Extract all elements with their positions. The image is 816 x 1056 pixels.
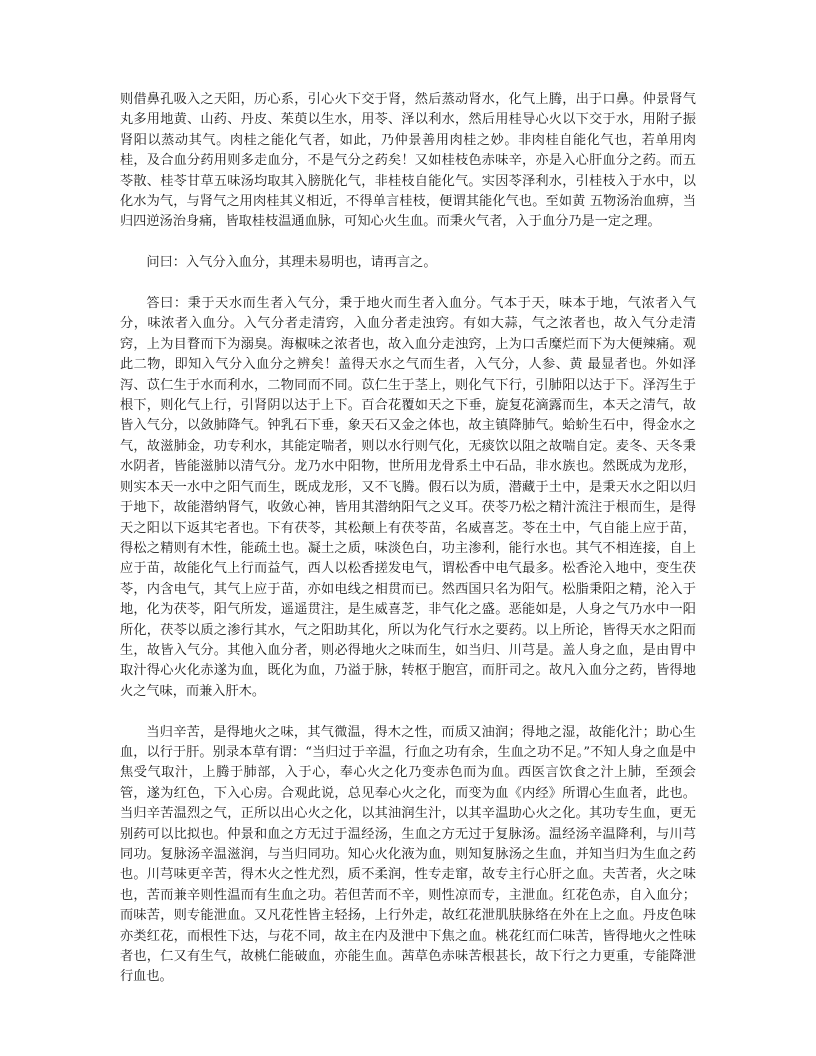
paragraph-spacer (120, 233, 696, 253)
paragraph-spacer (120, 274, 696, 294)
paragraph-answer: 答曰：秉于天水而生者入气分，秉于地火而生者入血分。气本于天，味本于地，气浓者入气分，味浓者入血分。入气分者走清窍，入血分者走浊窍。有如大蒜，气之浓者也，故入气分走清窍，上为目瞀而下为溺臭。海椒味之浓者也，故入血分走浊窍，上为口舌糜烂而下为大便辣痛。观此二物，即知入气分入血分之辨矣！盖得天水之气而生者，入气分，人参、黄 最显者也。外如泽泻、苡仁生于水而利水，二物同而不同。苡仁生于茎上，则化气下行，引肺阳以达于下。泽泻生于根下，则化气上行，引肾阴以达于上下。百合花覆如天之下垂，旋复花滴露而生，本天之清气，故皆入气分，以敛肺降气。钟乳石下垂，象天石又金之体也，故主镇降肺气。蛤蚧生石中，得金水之气，故滋肺金，功专利水，其能定喘者，则以水行则气化，无痰饮以阻之故喘自定。麦冬、天冬秉水阴者，皆能滋肺以清气分。龙乃水中阳物，世所用龙骨系土中石品，非水族也。然既成为龙形，则实本天一水中之阳气而生，既成龙形，又不飞腾。假石以为质，潜藏于土中，是秉天水之阳以归于地下，故能潜纳肾气，收敛心神，皆用其潜纳阳气之义耳。茯苓乃松之精汁流注于根而生，是得天之阳以下返其宅者也。下有茯苓，其松颠上有茯苓苗，名威喜芝。苓在土中，气自能上应于苗，得松之精则有木性，能疏土也。凝土之质，味淡色白，功主渗利，能行水也。其气不相连接，自上应于苗，故能化气上行而益气，西人以松香搓发电气，谓松香中电气最多。松香沦入地中，变生茯苓，内含电气，其气上应于苗，亦如电线之相贯而已。然西国只名为阳气。松脂秉阳之精，沦入于地，化为茯苓，阳气所发，遥遥贯注，是生威喜芝，非气化之盛。恶能如是，人身之气乃水中一阳所化，茯苓以质之渗行其水，气之阳助其化，所以为化气行水之要药。以上所论，皆得天水之阳而生，故皆入气分。其他入血分者，则必得地火之味而生，如当归、川芎是。盖人身之血，是由胃中取汁得心火化赤遂为血，既化为血，乃溢于脉，转枢于胞宫，而肝司之。故凡入血分之药，皆得地火之气味，而兼入肝木。 (120, 296, 696, 699)
document-page (120, 90, 696, 988)
paragraph-question: 问曰：入气分入血分，其理未易明也，请再言之。 (146, 255, 437, 271)
paragraph-spacer (120, 702, 696, 722)
paragraph-1: 则借鼻孔吸入之天阳，历心系，引心火下交于肾，然后蒸动肾水，化气上腾，出于口鼻。仲景肾气丸多用地黄、山药、丹皮、茱萸以生水，用苓、泽以利水，然后用桂导心火以下交于水，用附子振肾阳以蒸动其气。肉桂之能化气者，如此，乃仲景善用肉桂之妙。非肉桂自能化气也，若单用肉桂，及合血分药用则多走血分，不是气分之药矣！又如桂枝色赤味辛，亦是入心肝血分之药。而五苓散、桂苓甘草五味汤均取其入膀胱化气，非桂枝自能化气。实因苓泽利水，引桂枝入于水中，以化水为气，与肾气之用肉桂其义相近，不得单言桂枝，便谓其能化气也。至如黄 五物汤治血痹，当归四逆汤治身痛，皆取桂枝温通血脉，可知心火生血。而秉火气者，入于血分乃是一定之理。 (120, 92, 696, 230)
paragraph-danggui: 当归辛苦，是得地火之味，其气微温，得木之性，而质又油润；得地之湿，故能化汁；助心生血，以行于肝。别录本草有谓：“当归过于辛温，行血之功有余，生血之功不足。”不知人身之血是中焦受气取汁，上腾于肺部，入于心，奉心火之化乃变赤色而为血。西医言饮食之汁上肺，至颈会管，遂为红色，下入心房。合观此说，总见奉心火之化，而变为血《内经》所谓心生血者，此也。当归辛苦温烈之气，正所以出心火之化，以其油润生汁，以其辛温助心火之化。其功专生血，更无别药可以比拟也。仲景和血之方无过于温经汤，生血之方无过于复脉汤。温经汤辛温降利，与川芎同功。复脉汤辛温滋润，与当归同功。知心火化液为血，则知复脉汤之生血，并知当归为生血之药也。川芎味更辛苦，得木火之性尤烈，质不柔润，性专走窜，故专主行心肝之血。夫苦者，火之味也，苦而兼辛则性温而有生血之功。若但苦而不辛，则性凉而专，主泄血。红花色赤，自入血分；而味苦，则专能泄血。又凡花性皆主轻扬，上行外走，故红花泄肌肤脉络在外在上之血。丹皮色味亦类红花，而根性下达，与花不同，故主在内及泄中下焦之血。桃花红而仁味苦，皆得地火之性味者也，仁又有生气，故桃仁能破血，亦能生血。茜草色赤味苦根甚长，故下行之力更重，专能降泄行血也。 (120, 724, 696, 985)
